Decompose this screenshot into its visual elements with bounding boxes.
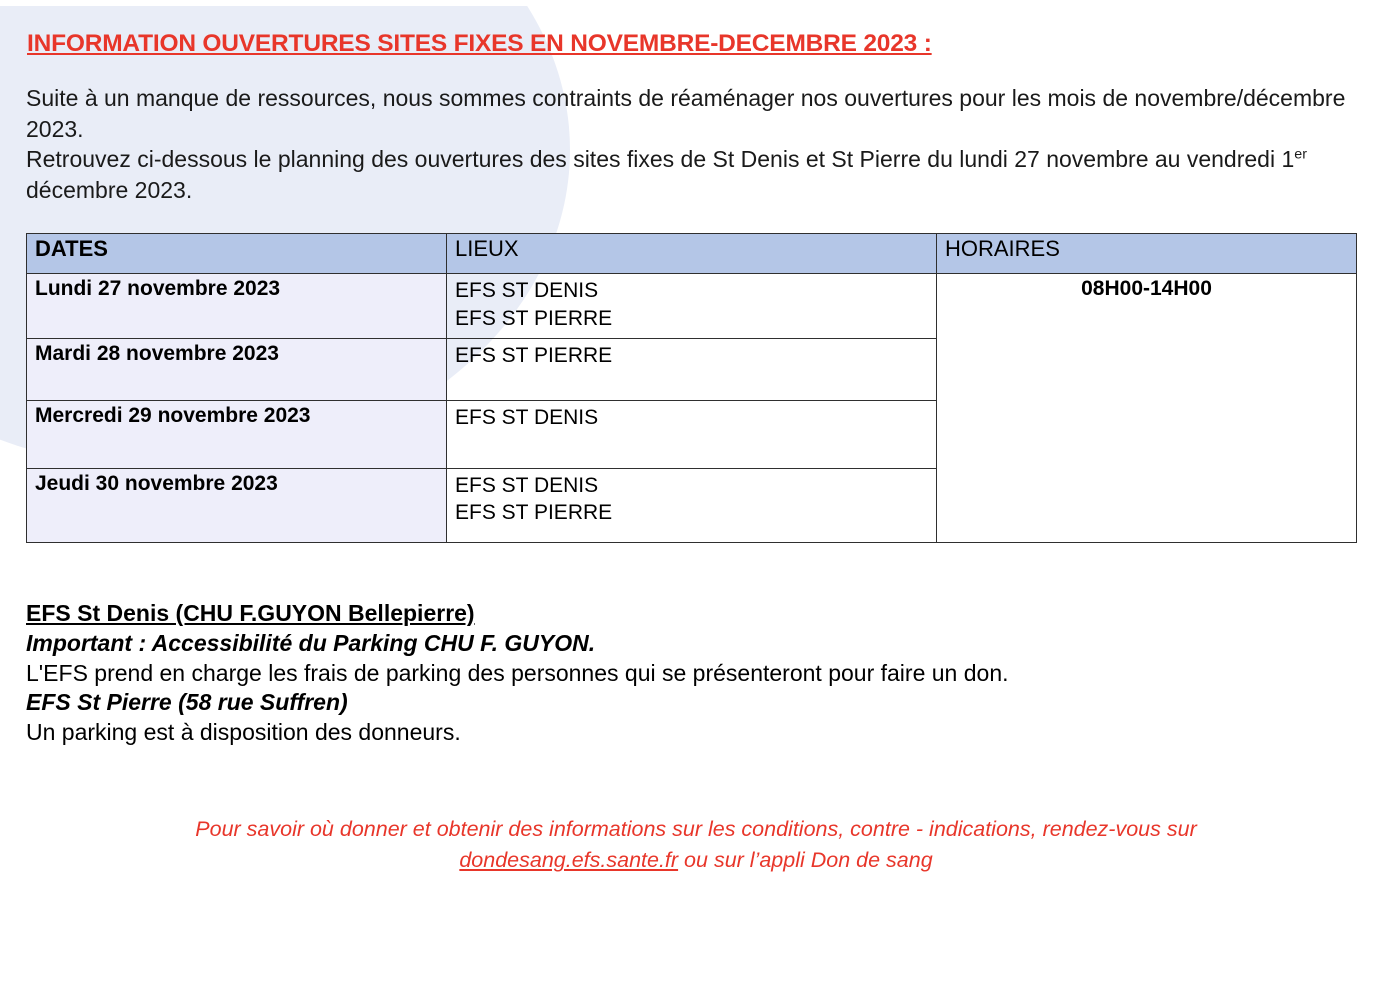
cell-lieux-line: EFS ST DENIS [455,405,599,429]
planning-table [26,233,1357,542]
cell-lieux [447,338,937,400]
cell-lieux [447,400,937,468]
footer-website-link[interactable]: dondesang.efs.sante.fr [459,848,679,873]
cell-lieux-line: EFS ST PIERRE [455,501,613,525]
intro-ordinal-suffix: er [1294,146,1307,163]
site-st-denis-important: Important : Accessibilité du Parking CHU F. GUYON. [26,629,596,656]
column-header-horaires: HORAIRES [937,234,1357,274]
intro-paragraph-1: Suite à un manque de ressources, nous sommes contraints de réaménager nos ouvertures pour les mois de novembre/décembre 2023. [26,85,1346,142]
footer-line-1: Pour savoir où donner et obtenir des informations sur les conditions, contre - indications, rendez-vous sur [195,817,1197,842]
site-notes-block [26,599,1368,748]
table-row [27,274,1357,338]
site-st-pierre-title: EFS St Pierre (58 rue Suffren) [26,689,348,716]
cell-lieux-line: EFS ST PIERRE [455,307,613,331]
cell-horaires: 08H00-14H00 [937,274,1357,542]
cell-lieux [447,274,937,338]
cell-lieux-line: EFS ST DENIS [455,473,599,497]
site-st-denis-title: EFS St Denis (CHU F.GUYON Bellepierre) [26,599,475,626]
cell-date: Lundi 27 novembre 2023 [27,274,447,338]
intro-paragraph-2-part2: décembre 2023. [26,176,193,203]
planning-table-body [27,274,1357,542]
column-header-lieux: LIEUX [447,234,937,274]
site-st-pierre-text: Un parking est à disposition des donneurs. [26,719,461,746]
cell-lieux [447,468,937,542]
top-white-strip [0,0,1396,6]
page-title: INFORMATION OUVERTURES SITES FIXES EN NOVEMBRE-DECEMBRE 2023 : [27,30,932,57]
intro-paragraph-2 [26,144,1368,205]
site-st-denis-text: L'EFS prend en charge les frais de parking des personnes qui se présenteront pour faire un don. [26,659,1009,686]
cell-lieux-line: EFS ST DENIS [455,279,599,303]
intro-paragraph-2-part1: Retrouvez ci-dessous le planning des ouvertures des sites fixes de St Denis et St Pierre du lundi 27 novembre au vendredi 1 [26,146,1295,173]
intro-text-block [26,83,1368,205]
table-header-row [27,234,1357,274]
footer-line-2-tail: ou sur l’appli Don de sang [678,848,933,873]
cell-date: Mardi 28 novembre 2023 [27,338,447,400]
footer-note [24,814,1368,876]
cell-date: Mercredi 29 novembre 2023 [27,400,447,468]
cell-lieux-line: EFS ST PIERRE [455,343,613,367]
cell-date: Jeudi 30 novembre 2023 [27,468,447,542]
column-header-dates: DATES [27,234,447,274]
planning-table-head [27,234,1357,274]
